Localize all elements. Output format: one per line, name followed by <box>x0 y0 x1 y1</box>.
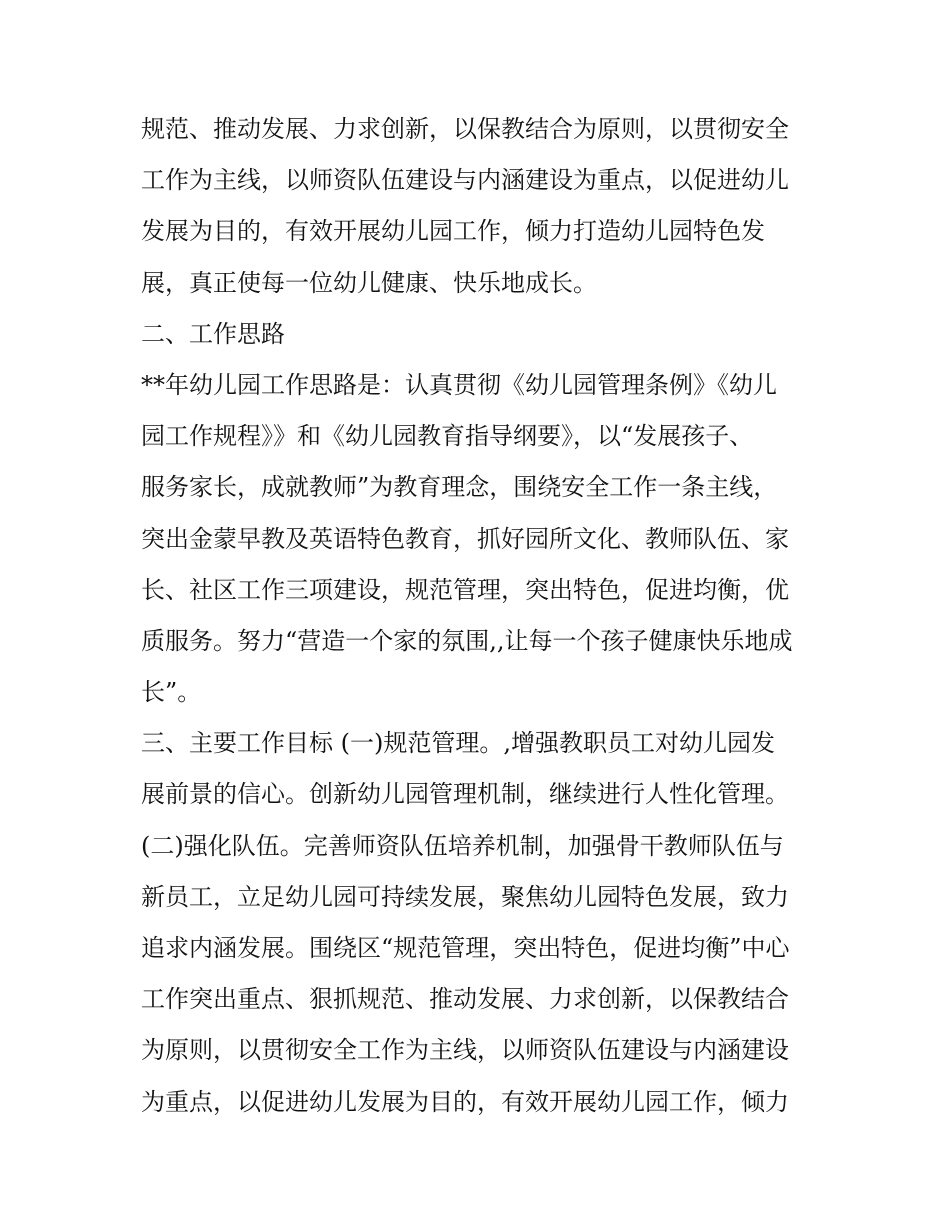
section-heading: 二、工作思路 <box>141 319 285 348</box>
text-line: 工作突出重点、狠抓规范、推动发展、力求创新，以保教结合 <box>141 985 789 1014</box>
text-line: (二)强化队伍。完善师资队伍培养机制，加强骨干教师队伍与 <box>141 831 784 860</box>
text-line: 规范、推动发展、力求创新，以保教结合为原则，以贯彻安全 <box>141 115 789 143</box>
text-line: 突出金蒙早教及英语特色教育，抓好园所文化、教师队伍、家 <box>141 524 789 553</box>
text-line: 为原则，以贯彻安全工作为主线，以师资队伍建设与内涵建设 <box>141 1036 789 1065</box>
text-line: 工作为主线，以师资队伍建设与内涵建设为重点，以促进幼儿 <box>141 166 789 195</box>
section-heading: 三、主要工作目标 (一)规范管理。,增强教职员工对幼儿园发 <box>141 729 775 758</box>
text-line: **年幼儿园工作思路是：认真贯彻《幼儿园管理条例》《幼儿 <box>141 370 777 399</box>
text-line: 长”。 <box>141 678 202 707</box>
text-line: 发展为目的，有效开展幼儿园工作，倾力打造幼儿园特色发 <box>141 217 765 246</box>
text-line: 服务家长，成就教师”为教育理念，围绕安全工作一条主线， <box>141 473 778 502</box>
text-line: 新员工，立足幼儿园可持续发展，聚焦幼儿园特色发展，致力 <box>141 882 789 911</box>
text-line: 展，真正使每一位幼儿健康、快乐地成长。 <box>141 268 597 297</box>
text-line: 追求内涵发展。围绕区“规范管理，突出特色，促进均衡”中心 <box>141 934 790 962</box>
body-text <box>141 104 821 1128</box>
text-line: 质服务。努力“营造一个家的氛围,,让每一个孩子健康快乐地成 <box>141 626 793 655</box>
text-line: 展前景的信心。创新幼儿园管理机制，继续进行人性化管理。 <box>141 780 789 809</box>
text-line: 为重点，以促进幼儿发展为目的，有效开展幼儿园工作，倾力 <box>141 1087 789 1116</box>
text-line: 长、社区工作三项建设，规范管理，突出特色，促进均衡，优 <box>141 575 789 604</box>
text-line: 园工作规程》》和《幼儿园教育指导纲要》，以“发展孩子、 <box>141 422 754 451</box>
